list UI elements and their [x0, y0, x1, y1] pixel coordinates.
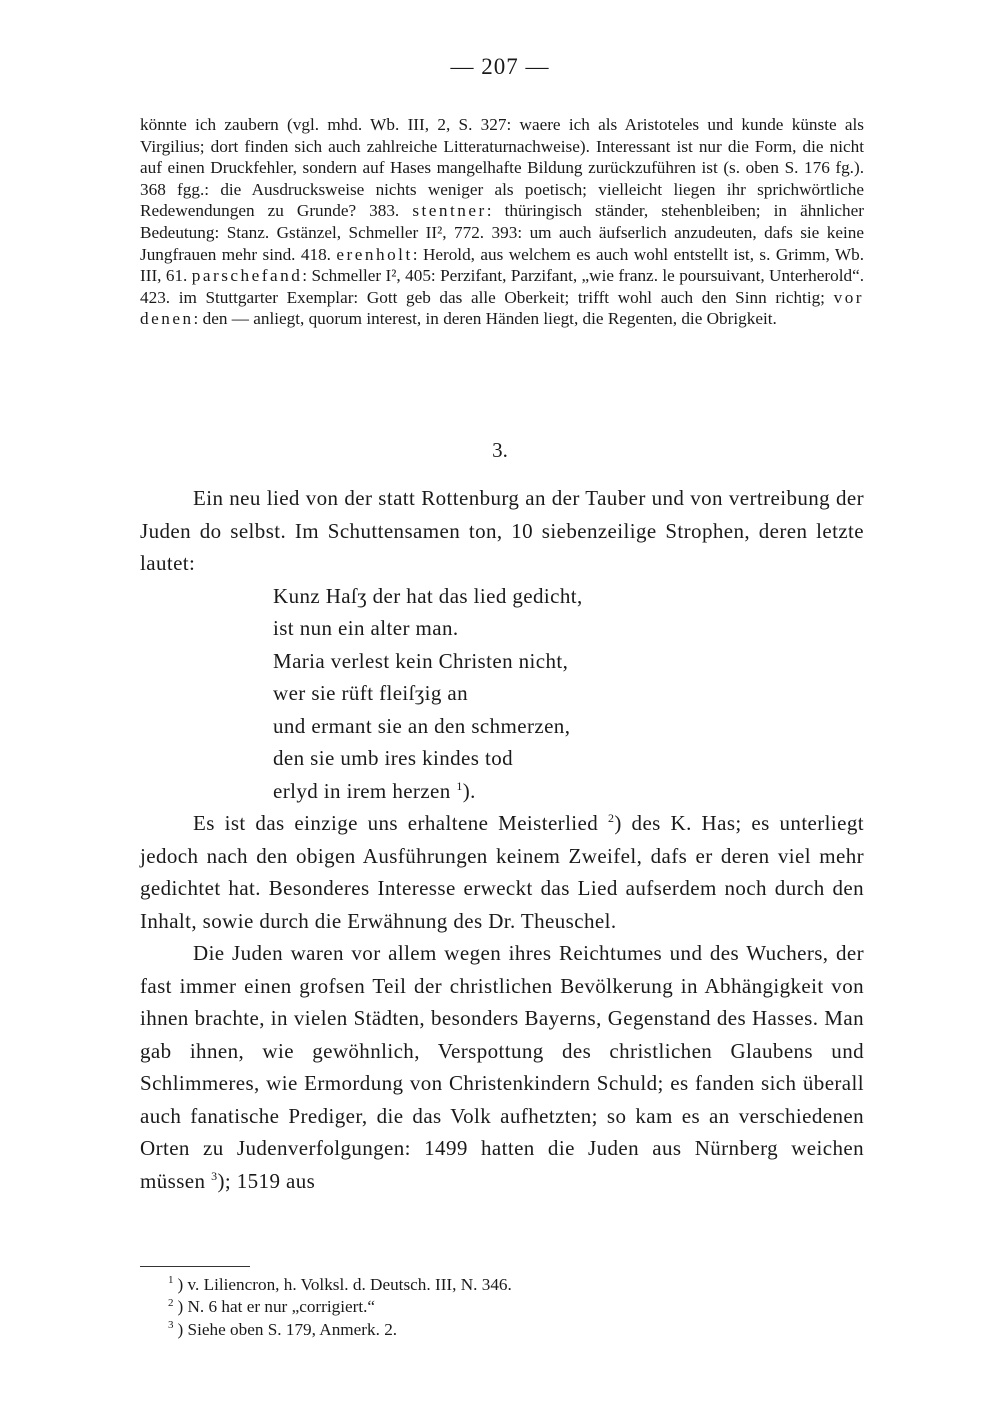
commentary-notes [140, 114, 864, 330]
footnote-text: ) Siehe oben S. 179, Anmerk. 2. [177, 1319, 398, 1339]
intro-paragraph: Ein neu lied von der statt Rottenburg an der Tauber und von vertreibung der Juden do selbst. Im Schuttensamen ton, 10 siebenzeilige Strophen, deren letzte lautet: [140, 486, 864, 575]
paragraph-text: ); 1519 aus [217, 1168, 316, 1193]
footnote-text: ) N. 6 hat er nur „corrigiert.“ [177, 1297, 376, 1317]
footnote-3 [168, 1319, 868, 1341]
verse-line: erlyd in irem herzen [273, 778, 451, 803]
footnote-mark: 2 [168, 1296, 174, 1309]
body-paragraph-1 [140, 807, 864, 937]
section-number: 3. [492, 438, 508, 462]
note-text: : thüringisch ständer, stehenbleiben; in ähnlicher Bedeutung: Stanz. Gstänzel, Schmeller II², 772. 393: um auch äufserlich anzudeuten, dafs sie keine Jungfrauen mehr sind. 418. [140, 201, 865, 264]
main-text [140, 482, 864, 1197]
verse-line-last [273, 775, 864, 808]
footnote-ref-2[interactable]: 2 [607, 811, 615, 825]
footnote-mark: 3 [168, 1319, 174, 1332]
footnote-1 [168, 1274, 868, 1296]
commentary-paragraph [140, 114, 864, 330]
body-paragraph-2 [140, 937, 864, 1197]
note-term-stentner: stentner [412, 201, 487, 221]
footnote-2 [168, 1296, 868, 1318]
page-number: — 207 — [450, 54, 550, 79]
paragraph-text: Es ist das einzige uns erhaltene Meisterlied [193, 811, 599, 835]
note-text: könnte ich zaubern (vgl. mhd. Wb. III, 2, S. 327: waere ich als Aristoteles und kunde künste als Virgilius; dort finden sich auch zahlreiche Litteraturnachweise). Interessant ist nur die Form, die nicht auf einen Druckfehler, sondern auf Hases mangelhafte Bildung zurückzuführen ist (s. oben S. 176 fg.). 368 fgg.: die Ausdrucksweise nichts weniger als poetisch; vielleicht liegen ihr sprichwörtliche Redewendungen zu Grunde? 383. [140, 115, 864, 221]
note-text: : den — anliegt, quorum interest, in deren Händen liegt, die Regenten, die Obrigkeit. [193, 309, 777, 329]
footnote-ref-1[interactable]: 1 [456, 778, 463, 793]
note-term-parschefand: parschefand [191, 266, 303, 286]
verse-line: ist nun ein alter man. [273, 616, 459, 640]
note-text: : Schmeller I², 405: Perzifant, Parzifant, „wie franz. le poursuivant, Unterherold“. 423. im Stuttgarter Exemplar: Gott geb das alle Oberkeit; trifft wohl auch den Sinn richtig; [140, 266, 865, 307]
footnote-mark: 1 [168, 1274, 174, 1287]
verse-tail: ). [462, 778, 476, 803]
verse-line: Maria verlest kein Christen nicht, [273, 648, 569, 673]
footnote-text: ) v. Liliencron, h. Volksl. d. Deutsch. III, N. 346. [177, 1275, 512, 1294]
verse-line: den sie umb ires kindes tod [273, 746, 514, 770]
paragraph-text: ) des K. Has; es unterliegt jedoch nach den obigen Ausführungen keinem Zweifel, dafs er deren viel mehr gedichtet hat. Besonderes Interesse erweckt das Lied aufserdem noch durch den Inhalt, sowie durch die Erwähnung des Dr. Theuschel. [140, 811, 864, 933]
footnotes [168, 1274, 868, 1341]
footnote-ref-3[interactable]: 3 [211, 1168, 218, 1183]
note-term-vor-denen: vor denen [140, 287, 865, 329]
note-term-erenholt: erenholt [336, 244, 413, 264]
verse-line: und ermant sie an den schmerzen, [273, 713, 571, 738]
footnote-divider [140, 1266, 250, 1267]
verse-block [140, 580, 864, 808]
note-text: : Herold, aus welchem es auch wohl entstellt ist, s. Grimm, Wb. III, 61. [140, 244, 864, 286]
paragraph-text: Die Juden waren vor allem wegen ihres Reichtumes und des Wuchers, der fast immer einen grofsen Teil der christlichen Bevölkerung in Abhängigkeit von ihnen brachte, in vielen Städten, besonders Bayerns, Gegenstand des Hasses. Man gab ihnen, wie gewöhnlich, Verspottung des christlichen Glaubens und Schlimmeres, wie Ermordung von Christenkindern Schuld; es fanden sich überall auch fanatische Prediger, die das Volk aufhetzten; so kam es an verschiedenen Orten zu Judenverfolgungen: 1499 hatten die Juden aus Nürnberg weichen müssen [140, 941, 864, 1193]
verse-line: Kunz Haſʒ der hat das lied gedicht, [273, 583, 583, 608]
verse-line: wer sie rüft fleiſʒig an [273, 681, 469, 705]
